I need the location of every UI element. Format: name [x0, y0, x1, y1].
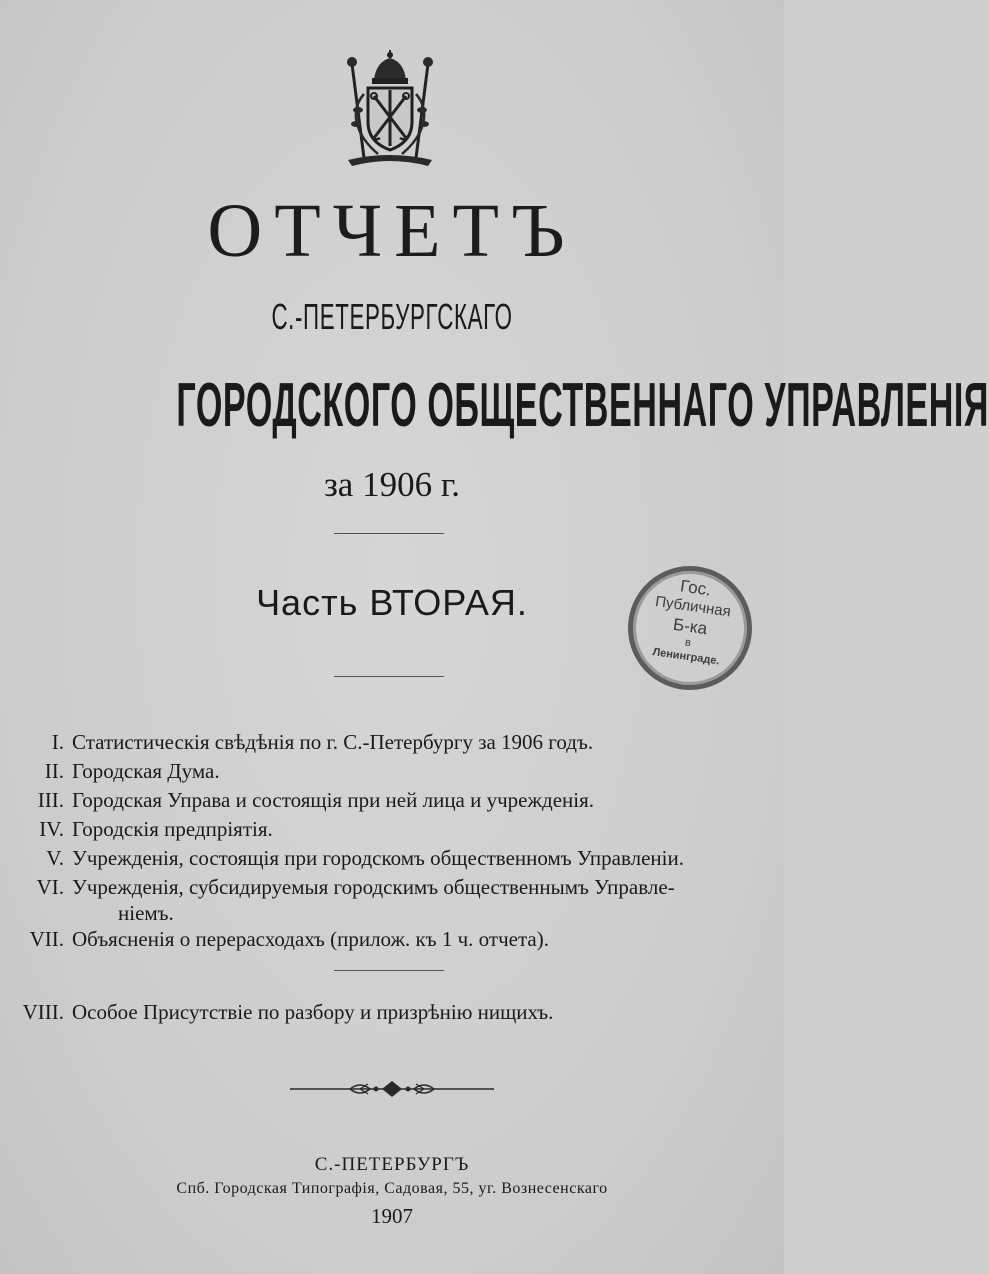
imprint-year: 1907 — [371, 1204, 413, 1228]
imprint-printer: Спб. Городская Типографія, Садовая, 55, уг. Вознесенскаго — [176, 1180, 608, 1197]
page-title: ОТЧЕТЪ — [207, 189, 577, 273]
contents-item — [0, 873, 784, 901]
ornamental-divider-icon — [290, 1078, 494, 1100]
item-text: Городская Дума. — [72, 759, 220, 783]
item-text: Учрежденія, состоящія при городскомъ общественномъ Управленіи. — [72, 846, 684, 870]
item-text: Особое Присутствіе по разбору и призрѣнію нищихъ. — [72, 1000, 554, 1024]
item-text: ніемъ. — [118, 901, 174, 925]
divider-rule — [334, 533, 444, 534]
item-text: Городская Управа и состоящія при ней лица и учрежденія. — [72, 788, 594, 812]
item-number: I. — [51, 730, 64, 754]
imprint-city: С.-ПЕТЕРБУРГЪ — [314, 1154, 470, 1175]
contents-item — [0, 998, 784, 1026]
report-year: за 1906 г. — [323, 465, 461, 504]
contents-item — [0, 786, 784, 814]
item-number: VIII. — [22, 1000, 64, 1024]
stamp-text-4: в — [684, 636, 692, 650]
subtitle-administration: ГОРОДСКОГО ОБЩЕСТВЕННАГО УПРАВЛЕНІЯ — [176, 371, 989, 440]
contents-item-continuation — [0, 899, 784, 927]
item-number: V. — [46, 846, 64, 870]
stamp-text-2: Публичная — [654, 592, 732, 621]
library-stamp-icon — [620, 558, 760, 698]
subtitle-city: С.-ПЕТЕРБУРГСКАГО — [271, 296, 513, 337]
stamp-text-5: Ленинграде. — [651, 646, 721, 668]
item-number: IV. — [39, 817, 64, 841]
coat-of-arms-icon — [338, 50, 442, 168]
contents-item — [0, 728, 784, 756]
contents-item — [0, 925, 784, 953]
contents-item — [0, 757, 784, 785]
item-number: II. — [44, 759, 64, 783]
item-number: VII. — [29, 927, 64, 951]
part-heading: Часть ВТОРАЯ. — [256, 582, 528, 623]
divider-rule — [334, 970, 444, 971]
item-text: Городскія предпріятія. — [72, 817, 273, 841]
item-number: III. — [37, 788, 64, 812]
contents-item — [0, 815, 784, 843]
item-text: Объясненія о перерасходахъ (прилож. къ 1 ч. отчета). — [72, 927, 549, 951]
contents-item — [0, 844, 784, 872]
item-text: Учрежденія, субсидируемыя городскимъ общественнымъ Управле- — [72, 875, 675, 899]
stamp-text-3: Б-ка — [672, 614, 709, 639]
item-text: Статистическія свѣдѣнія по г. С.-Петербургу за 1906 годъ. — [72, 730, 594, 754]
divider-rule — [334, 676, 444, 677]
item-number: VI. — [36, 875, 64, 899]
stamp-text-1: Гос. — [679, 576, 713, 600]
